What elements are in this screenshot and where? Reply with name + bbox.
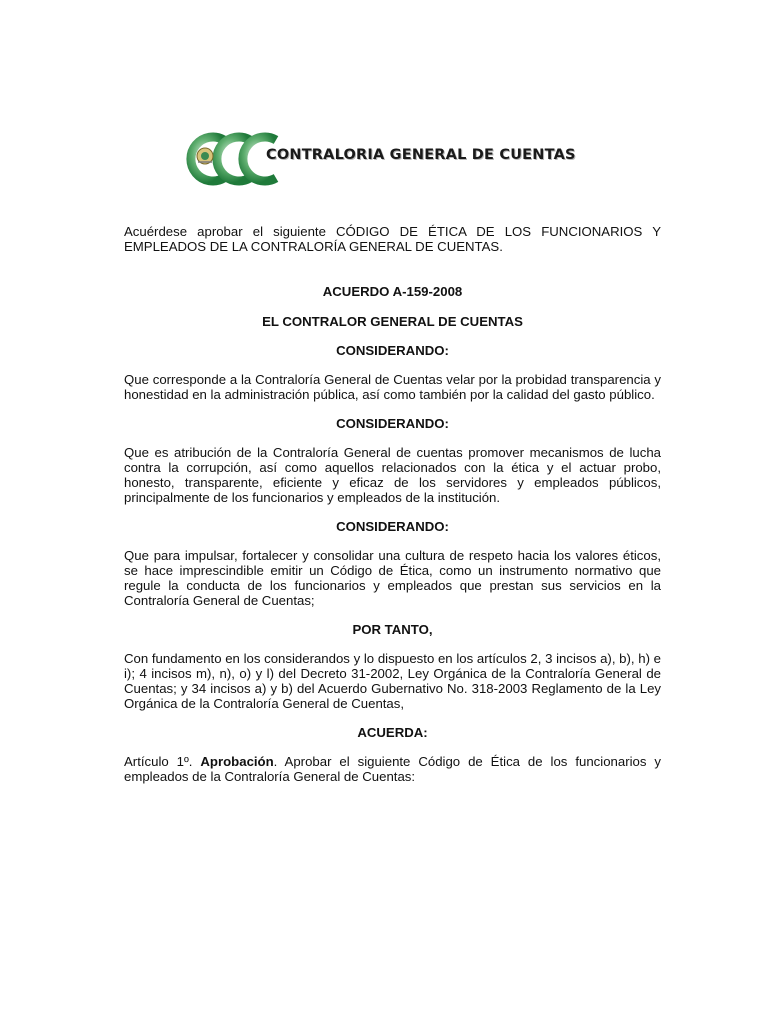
- por-tanto-heading: POR TANTO,: [352, 622, 433, 637]
- intro-paragraph: Acuérdese aprobar el siguiente CÓDIGO DE ÉTICA DE LOS FUNCIONARIOS Y EMPLEADOS DE LA CONTRALORÍA GENERAL DE CUENTAS.: [124, 224, 661, 254]
- considerando-heading-1: CONSIDERANDO:: [336, 343, 449, 358]
- acuerdo-title: ACUERDO A-159-2008: [322, 284, 463, 299]
- acuerda-heading: ACUERDA:: [357, 725, 428, 740]
- articulo-1-text: . Aprobar el siguiente Código de Ética de los funcionarios y empleados de la Contraloría General de Cuentas:: [124, 754, 661, 784]
- articulo-1-paragraph: [124, 754, 661, 784]
- articulo-1-prefix: Artículo 1º.: [124, 754, 201, 769]
- logo-title: CONTRALORIA GENERAL DE CUENTAS: [266, 147, 576, 163]
- header-logo: [180, 130, 610, 188]
- considerando-heading-2: CONSIDERANDO:: [336, 416, 449, 431]
- document-body: [124, 224, 661, 784]
- considerando-heading-3: CONSIDERANDO:: [336, 519, 449, 534]
- considerando-paragraph-1: Que corresponde a la Contraloría General de Cuentas velar por la probidad transparencia y honestidad en la administración pública, así como también por la calidad del gasto público.: [124, 372, 661, 402]
- articulo-1-title: Aprobación: [200, 754, 274, 769]
- fundamento-paragraph: Con fundamento en los considerandos y lo dispuesto en los artículos 2, 3 incisos a), b), h) e i); 4 incisos m), n), o) y l) del Decreto 31-2002, Ley Orgánica de la Contraloría General de Cuentas; y 34 incisos a) y b) del Acuerdo Gubernativo No. 318-2003 Reglamento de la Ley Orgánica de la Contraloría General de Cuentas,: [124, 651, 661, 711]
- considerando-paragraph-2: Que es atribución de la Contraloría General de cuentas promover mecanismos de lucha contra la corrupción, así como aquellos relacionados con la ética y el actuar probo, honesto, transparente, eficiente y eficaz de los servidores y empleados públicos, principalmente de los funcionarios y empleados de la institución.: [124, 445, 661, 505]
- considerando-paragraph-3: Que para impulsar, fortalecer y consolidar una cultura de respeto hacia los valores éticos, se hace imprescindible emitir un Código de Ética, como un instrumento normativo que regule la conducta de los funcionarios y empleados que prestan sus servicios en la Contraloría General de Cuentas;: [124, 548, 661, 608]
- authority-heading: EL CONTRALOR GENERAL DE CUENTAS: [262, 314, 523, 329]
